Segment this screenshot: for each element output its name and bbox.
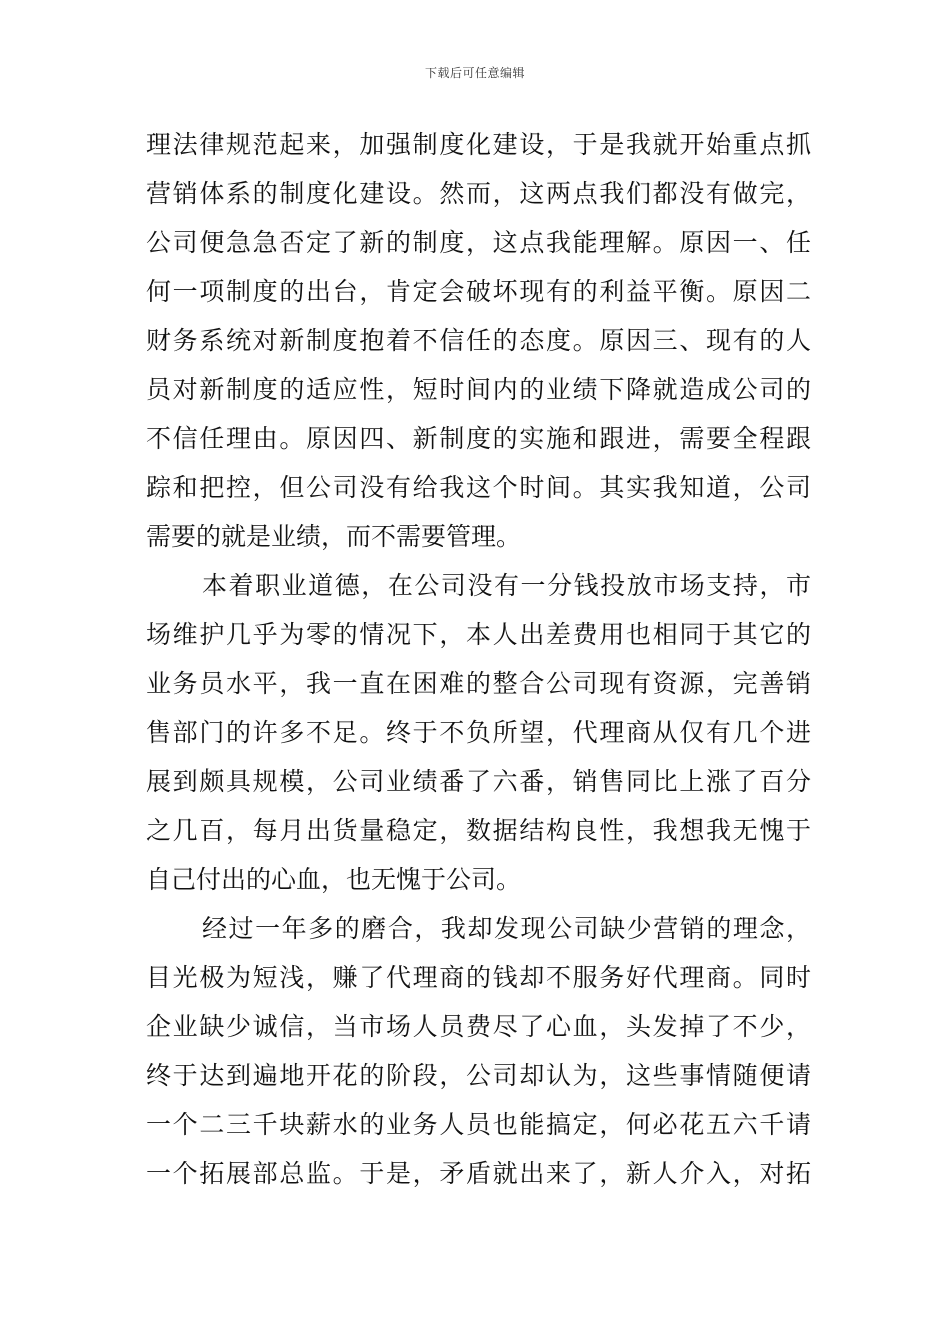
paragraph-1 xyxy=(146,120,811,561)
text-line: 财务系统对新制度抱着不信任的态度。原因三、现有的人 xyxy=(146,326,811,355)
text-line: 营销体系的制度化建设。然而，这两点我们都没有做完， xyxy=(146,179,811,208)
text-line: 终于达到遍地开花的阶段，公司却认为，这些事情随便请 xyxy=(146,1061,811,1090)
text-line: 售部门的许多不足。终于不负所望，代理商从仅有几个进 xyxy=(146,718,811,747)
paragraph-3 xyxy=(146,904,811,1198)
text-line: 之几百，每月出货量稳定，数据结构良性，我想我无愧于 xyxy=(146,816,811,845)
text-line: 踪和把控，但公司没有给我这个时间。其实我知道，公司 xyxy=(146,473,811,502)
text-line: 员对新制度的适应性，短时间内的业绩下降就造成公司的 xyxy=(146,375,811,404)
text-line: 不信任理由。原因四、新制度的实施和跟进，需要全程跟 xyxy=(146,424,811,453)
text-line: 经过一年多的磨合，我却发现公司缺少营销的理念， xyxy=(202,914,811,943)
paragraph-2 xyxy=(146,561,811,904)
text-line: 企业缺少诚信，当市场人员费尽了心血，头发掉了不少， xyxy=(146,1012,811,1041)
text-line: 需要的就是业绩，而不需要管理。 xyxy=(146,522,522,551)
text-line: 场维护几乎为零的情况下，本人出差费用也相同于其它的 xyxy=(146,620,811,649)
text-line: 一个拓展部总监。于是，矛盾就出来了，新人介入，对拓 xyxy=(146,1159,811,1188)
text-line: 一个二三千块薪水的业务人员也能搞定，何必花五六千请 xyxy=(146,1110,811,1139)
text-line: 何一项制度的出台，肯定会破坏现有的利益平衡。原因二 xyxy=(146,277,811,306)
text-line: 业务员水平，我一直在困难的整合公司现有资源，完善销 xyxy=(146,669,811,698)
text-line: 公司便急急否定了新的制度，这点我能理解。原因一、任 xyxy=(146,228,811,257)
text-line: 本着职业道德，在公司没有一分钱投放市场支持，市 xyxy=(202,571,811,600)
text-line: 理法律规范起来，加强制度化建设，于是我就开始重点抓 xyxy=(146,130,811,159)
text-line: 展到颇具规模，公司业绩番了六番，销售同比上涨了百分 xyxy=(146,767,811,796)
text-line: 目光极为短浅，赚了代理商的钱却不服务好代理商。同时 xyxy=(146,963,811,992)
document-body xyxy=(146,120,811,1198)
page-header: 下载后可任意编辑 xyxy=(424,66,525,80)
text-line: 自己付出的心血，也无愧于公司。 xyxy=(146,865,522,894)
